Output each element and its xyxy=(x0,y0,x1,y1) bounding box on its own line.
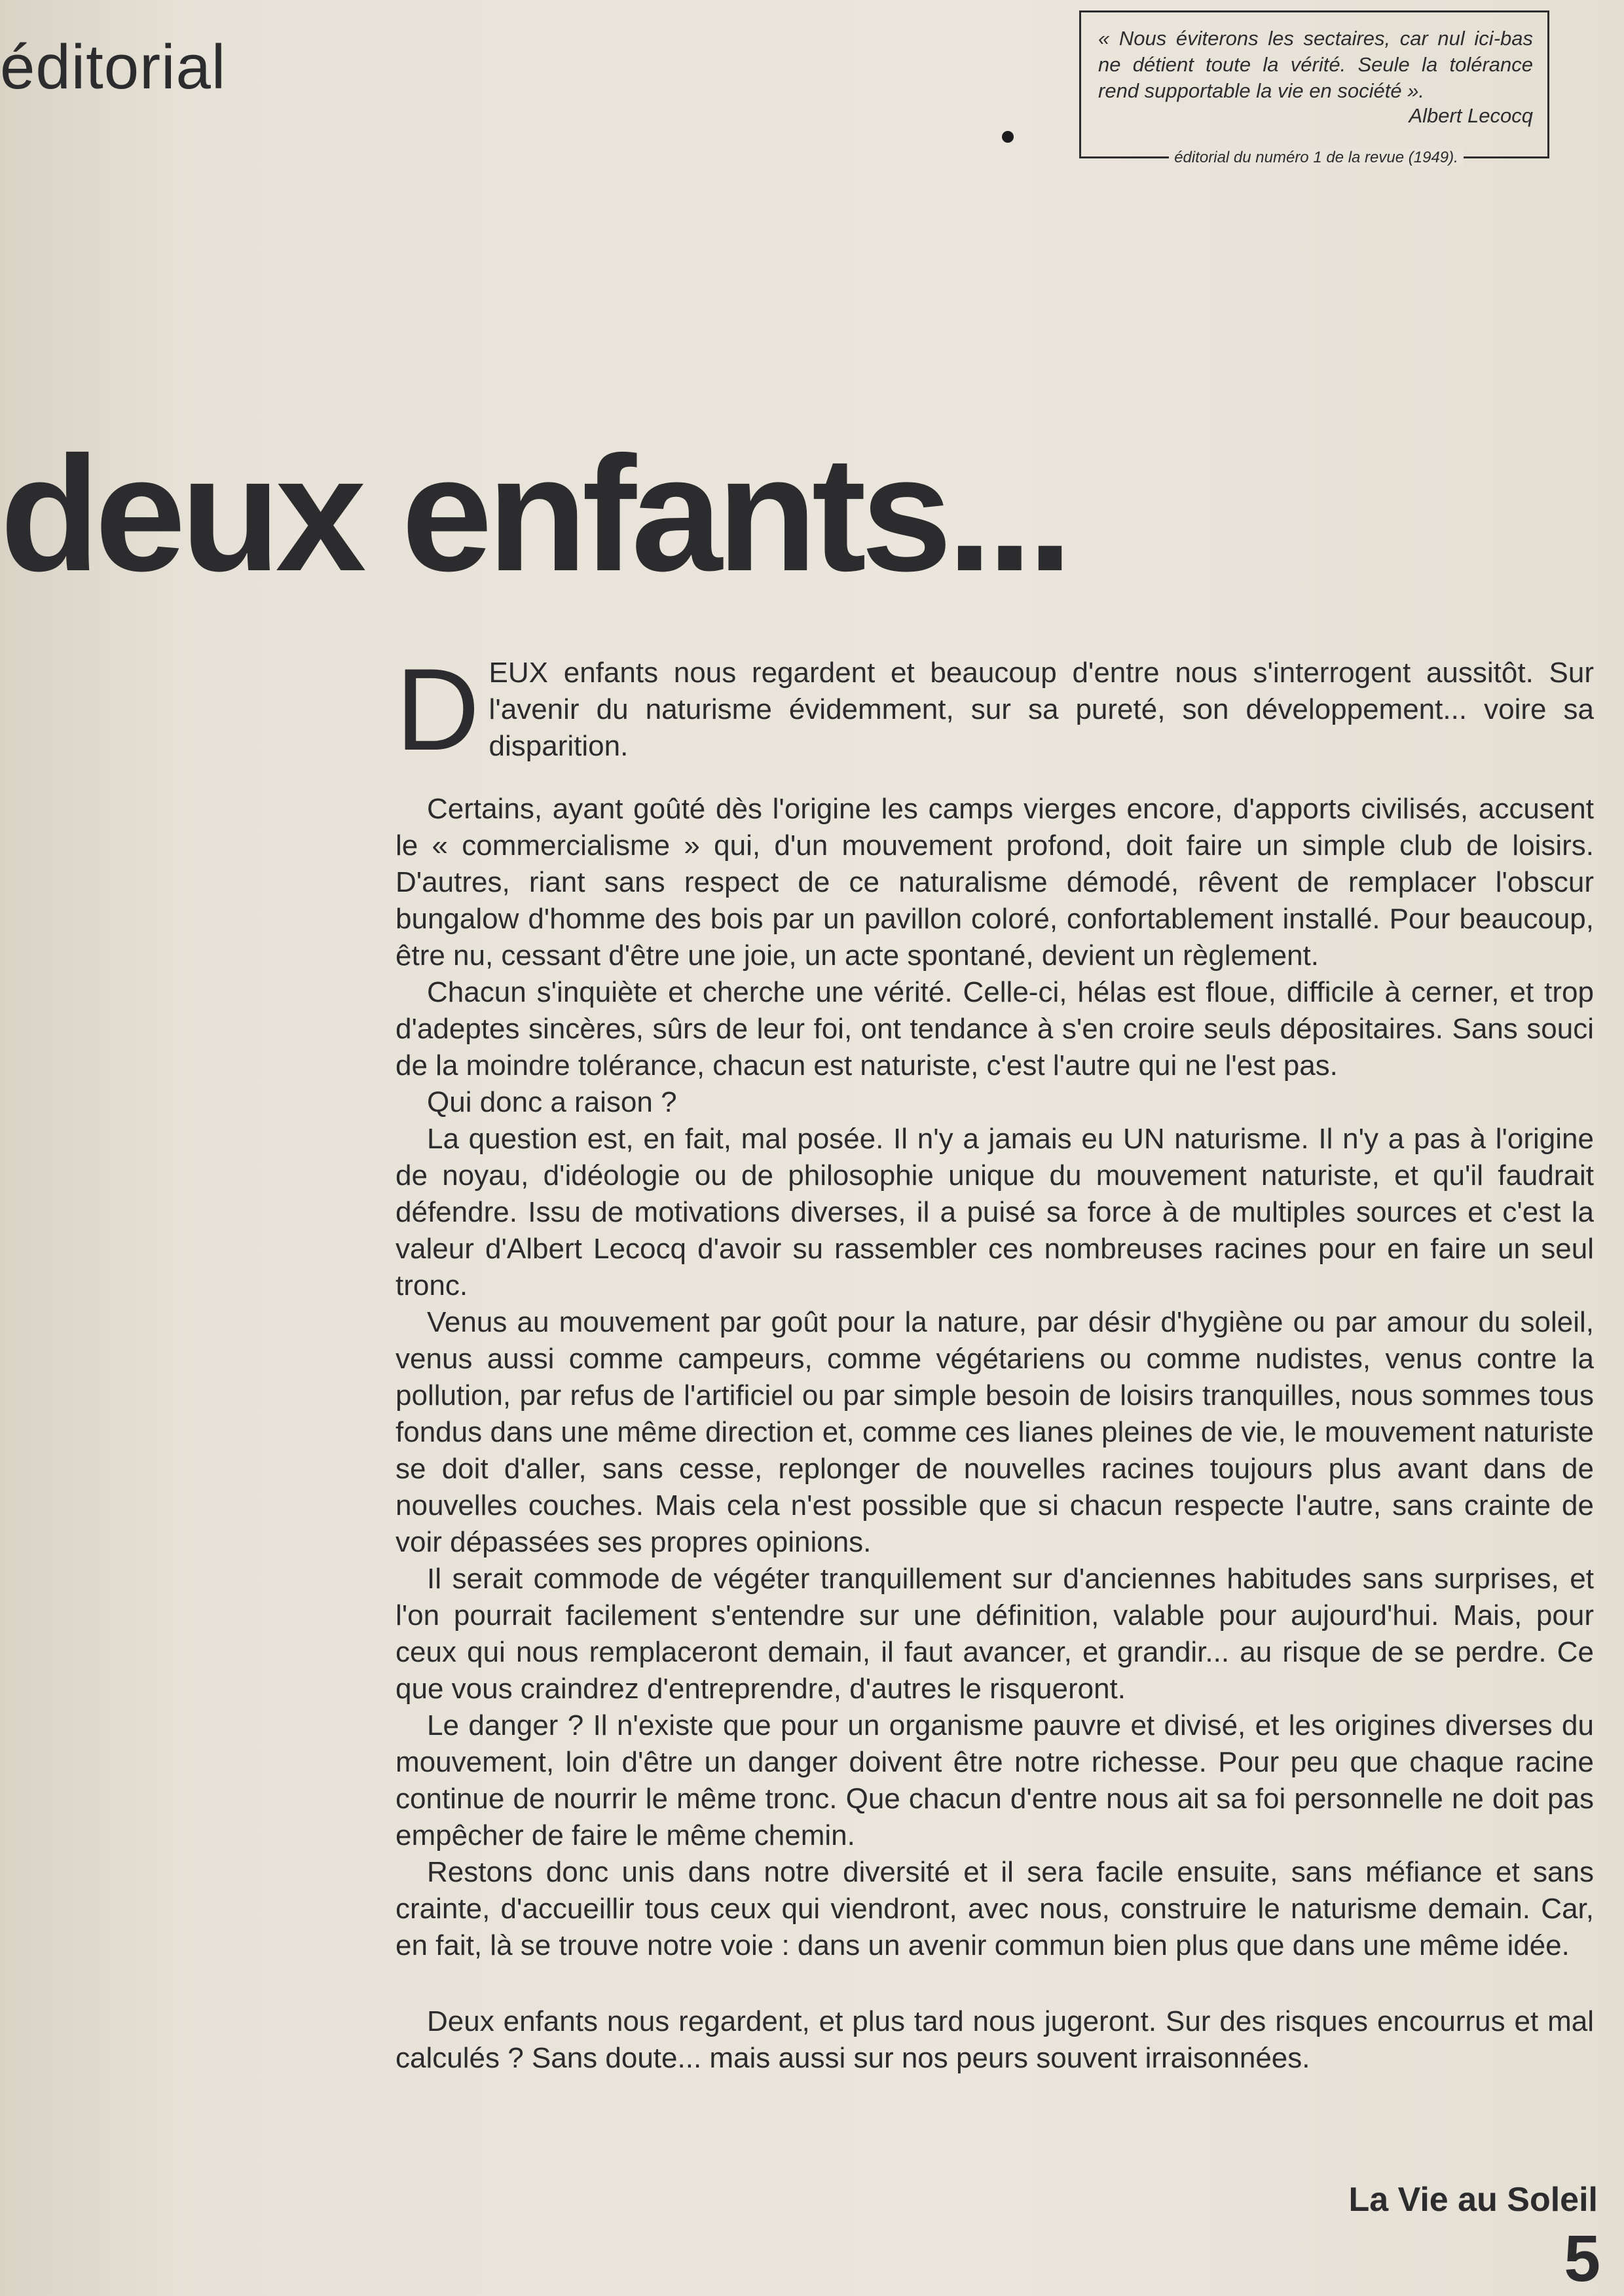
article-paragraph: Il serait commode de végéter tranquillement sur d'anciennes habitudes sans surprises, et l'on pourrait facilement s'entendre sur une définition, valable pour aujourd'hui. Mais, pour ceux qui nous remplaceront demain, il faut avancer, et grandir... au risque de se perdre. Ce que vous craindrez d'entreprendre, d'autres le risqueront. xyxy=(396,1563,1594,1705)
article-paragraph: Venus au mouvement par goût pour la nature, par désir d'hygiène ou par amour du soleil, venus aussi comme campeurs, comme végétariens ou comme nudistes, venus contre la pollution, par refus de l'artificiel ou par simple besoin de loisirs tranquilles, nous sommes tous fondus dans une même direction et, comme ces lianes pleines de vie, le mouvement naturiste se doit d'aller, sans cesse, replonger de nouvelles racines toujours plus avant dans de nouvelles couches. Mais cela n'est possible que si chacun respecte l'autre, sans crainte de voir dépassées ses propres opinions. xyxy=(396,1306,1594,1558)
article-closing-paragraph: Deux enfants nous regardent, et plus tard nous jugeront. Sur des risques encourrus et mal calculés ? Sans doute... mais aussi sur nos peurs souvent irraisonnées. xyxy=(396,2005,1594,2074)
article-paragraph: Le danger ? Il n'existe que pour un organisme pauvre et divisé, et les origines diverses du mouvement, loin d'être un danger doivent être notre richesse. Pour peu que chaque racine continue de nourrir le même tronc. Que chacun d'entre nous ait sa foi personnelle ne doit pas empêcher de faire le même chemin. xyxy=(396,1709,1594,1851)
article-paragraph: Chacun s'inquiète et cherche une vérité. Celle-ci, hélas est floue, difficile à cerner, et trop d'adeptes sincères, sûrs de leur foi, ont tendance à s'en croire seuls dépositaires. Sans souci de la moindre tolérance, chacun est naturiste, c'est l'autre qui ne l'est pas. xyxy=(396,976,1594,1082)
article-paragraph: La question est, en fait, mal posée. Il n'y a jamais eu UN naturisme. Il n'y a pas à l'origine de noyau, d'idéologie ou de philosophie unique du mouvement naturiste, et qu'il faudrait défendre. Issu de motivations diverses, il a puisé sa force à de multiples sources et c'est la valeur d'Albert Lecocq d'avoir su rassembler ces nombreuses racines pour en faire un seul tronc. xyxy=(396,1123,1594,1302)
drop-cap: D xyxy=(396,644,480,774)
article-paragraph: Qui donc a raison ? xyxy=(427,1086,677,1118)
ink-dot xyxy=(1002,131,1014,143)
quote-source xyxy=(1080,149,1552,167)
quote-text: « Nous éviterons les sectaires, car nul ici-bas ne détient toute la vérité. Seule la tolérance rend supportable la vie en société ». xyxy=(1098,27,1533,102)
quote-author: Albert Lecocq xyxy=(1409,104,1533,127)
quote-source-text: éditorial du numéro 1 de la revue (1949). xyxy=(1169,149,1464,166)
article-paragraph: Restons donc unis dans notre diversité et il sera facile ensuite, sans méfiance et sans crainte, d'accueillir tous ceux qui viendront, avec nous, construire le naturisme demain. Car, en fait, là se trouve notre voie : dans un avenir commun bien plus que dans une même idée. xyxy=(396,1856,1594,1961)
section-label: éditorial xyxy=(0,32,227,102)
article-paragraph: DEUX enfants nous regardent et beaucoup d'entre nous s'interrogent aussitôt. Sur l'avenir du naturisme évidemment, sur sa pureté, son développement... voire sa disparition. xyxy=(396,644,1594,774)
article-body xyxy=(396,644,1594,2077)
quote-box xyxy=(1079,10,1549,158)
headline: deux enfants... xyxy=(0,422,1068,605)
page-number: 5 xyxy=(1564,2222,1600,2295)
article-paragraph: Certains, ayant goûté dès l'origine les camps vierges encore, d'apports civilisés, accusent le « commercialisme » qui, d'un mouvement profond, doit faire un simple club de loisirs. D'autres, riant sans respect de ce naturalisme démodé, rêvent de remplacer l'obscur bungalow d'homme des bois par un pavillon coloré, confortablement installé. Pour beaucoup, être nu, cessant d'être une joie, un acte spontané, devient un règlement. xyxy=(396,793,1594,972)
signature: La Vie au Soleil xyxy=(1348,2181,1598,2219)
